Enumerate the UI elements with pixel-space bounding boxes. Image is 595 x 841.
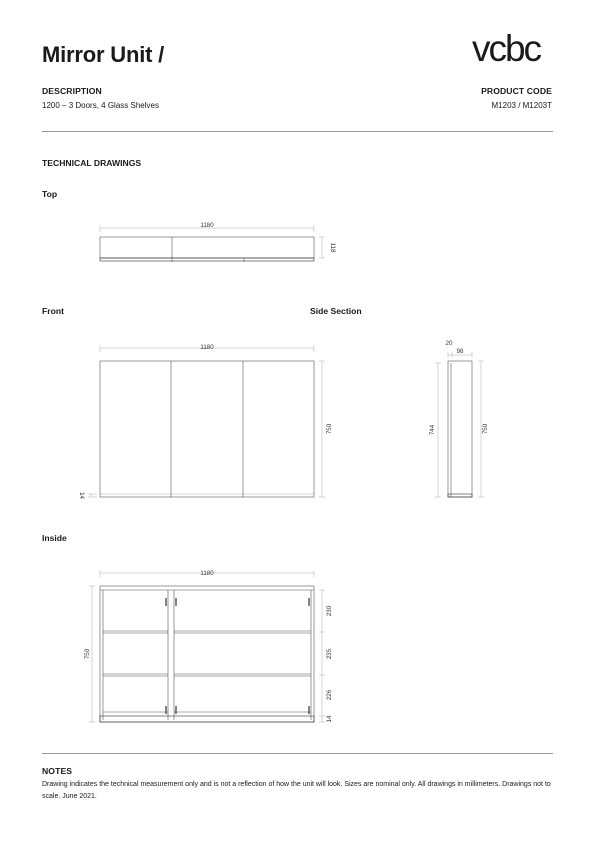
page-title: Mirror Unit /: [42, 42, 165, 67]
side-section-label: Side Section: [310, 306, 362, 316]
inside-base-dim: 14: [326, 715, 333, 723]
inside-height-dim: 750: [84, 648, 91, 660]
shelf-2-dim: 235: [326, 648, 333, 660]
front-view-drawing: [88, 345, 325, 497]
inside-view-drawing: [89, 570, 325, 722]
technical-drawings-heading: TECHNICAL DRAWINGS: [42, 158, 142, 168]
notes-text: Drawing indicates the technical measurement only and is not a reflection of how the unit will look. Sizes are nominal only. All drawings in millimeters. Drawings not to scale. June 2021.: [42, 781, 551, 800]
top-view-drawing: [100, 225, 325, 262]
svg-text:vcbc: vcbc: [471, 30, 541, 69]
front-base-dim: 14: [78, 492, 85, 499]
top-view-label: Top: [42, 189, 58, 199]
description-label: DESCRIPTION: [42, 86, 102, 96]
side-section-drawing: [435, 352, 484, 497]
notes-label: NOTES: [42, 766, 73, 776]
product-code-value: M1203 / M1203T: [491, 101, 552, 110]
shelf-3-dim: 226: [326, 689, 333, 701]
side-top-b-dim: 98: [456, 348, 464, 355]
side-top-a-dim: 20: [445, 340, 453, 347]
front-view-label: Front: [42, 306, 64, 316]
front-width-dim: 1180: [200, 344, 214, 351]
notes-divider: [42, 753, 553, 754]
inside-view-label: Inside: [42, 533, 67, 543]
front-height-dim: 750: [326, 423, 333, 435]
shelf-1-dim: 230: [326, 605, 333, 617]
inside-width-dim: 1180: [200, 570, 214, 577]
description-value: 1200 – 3 Doors, 4 Glass Shelves: [42, 101, 159, 110]
product-code-label: PRODUCT CODE: [481, 86, 552, 96]
top-depth-dim: 118: [329, 242, 336, 253]
side-inner-height-dim: 744: [429, 424, 436, 436]
side-height-dim: 750: [482, 423, 489, 435]
top-width-dim: 1180: [200, 222, 214, 229]
